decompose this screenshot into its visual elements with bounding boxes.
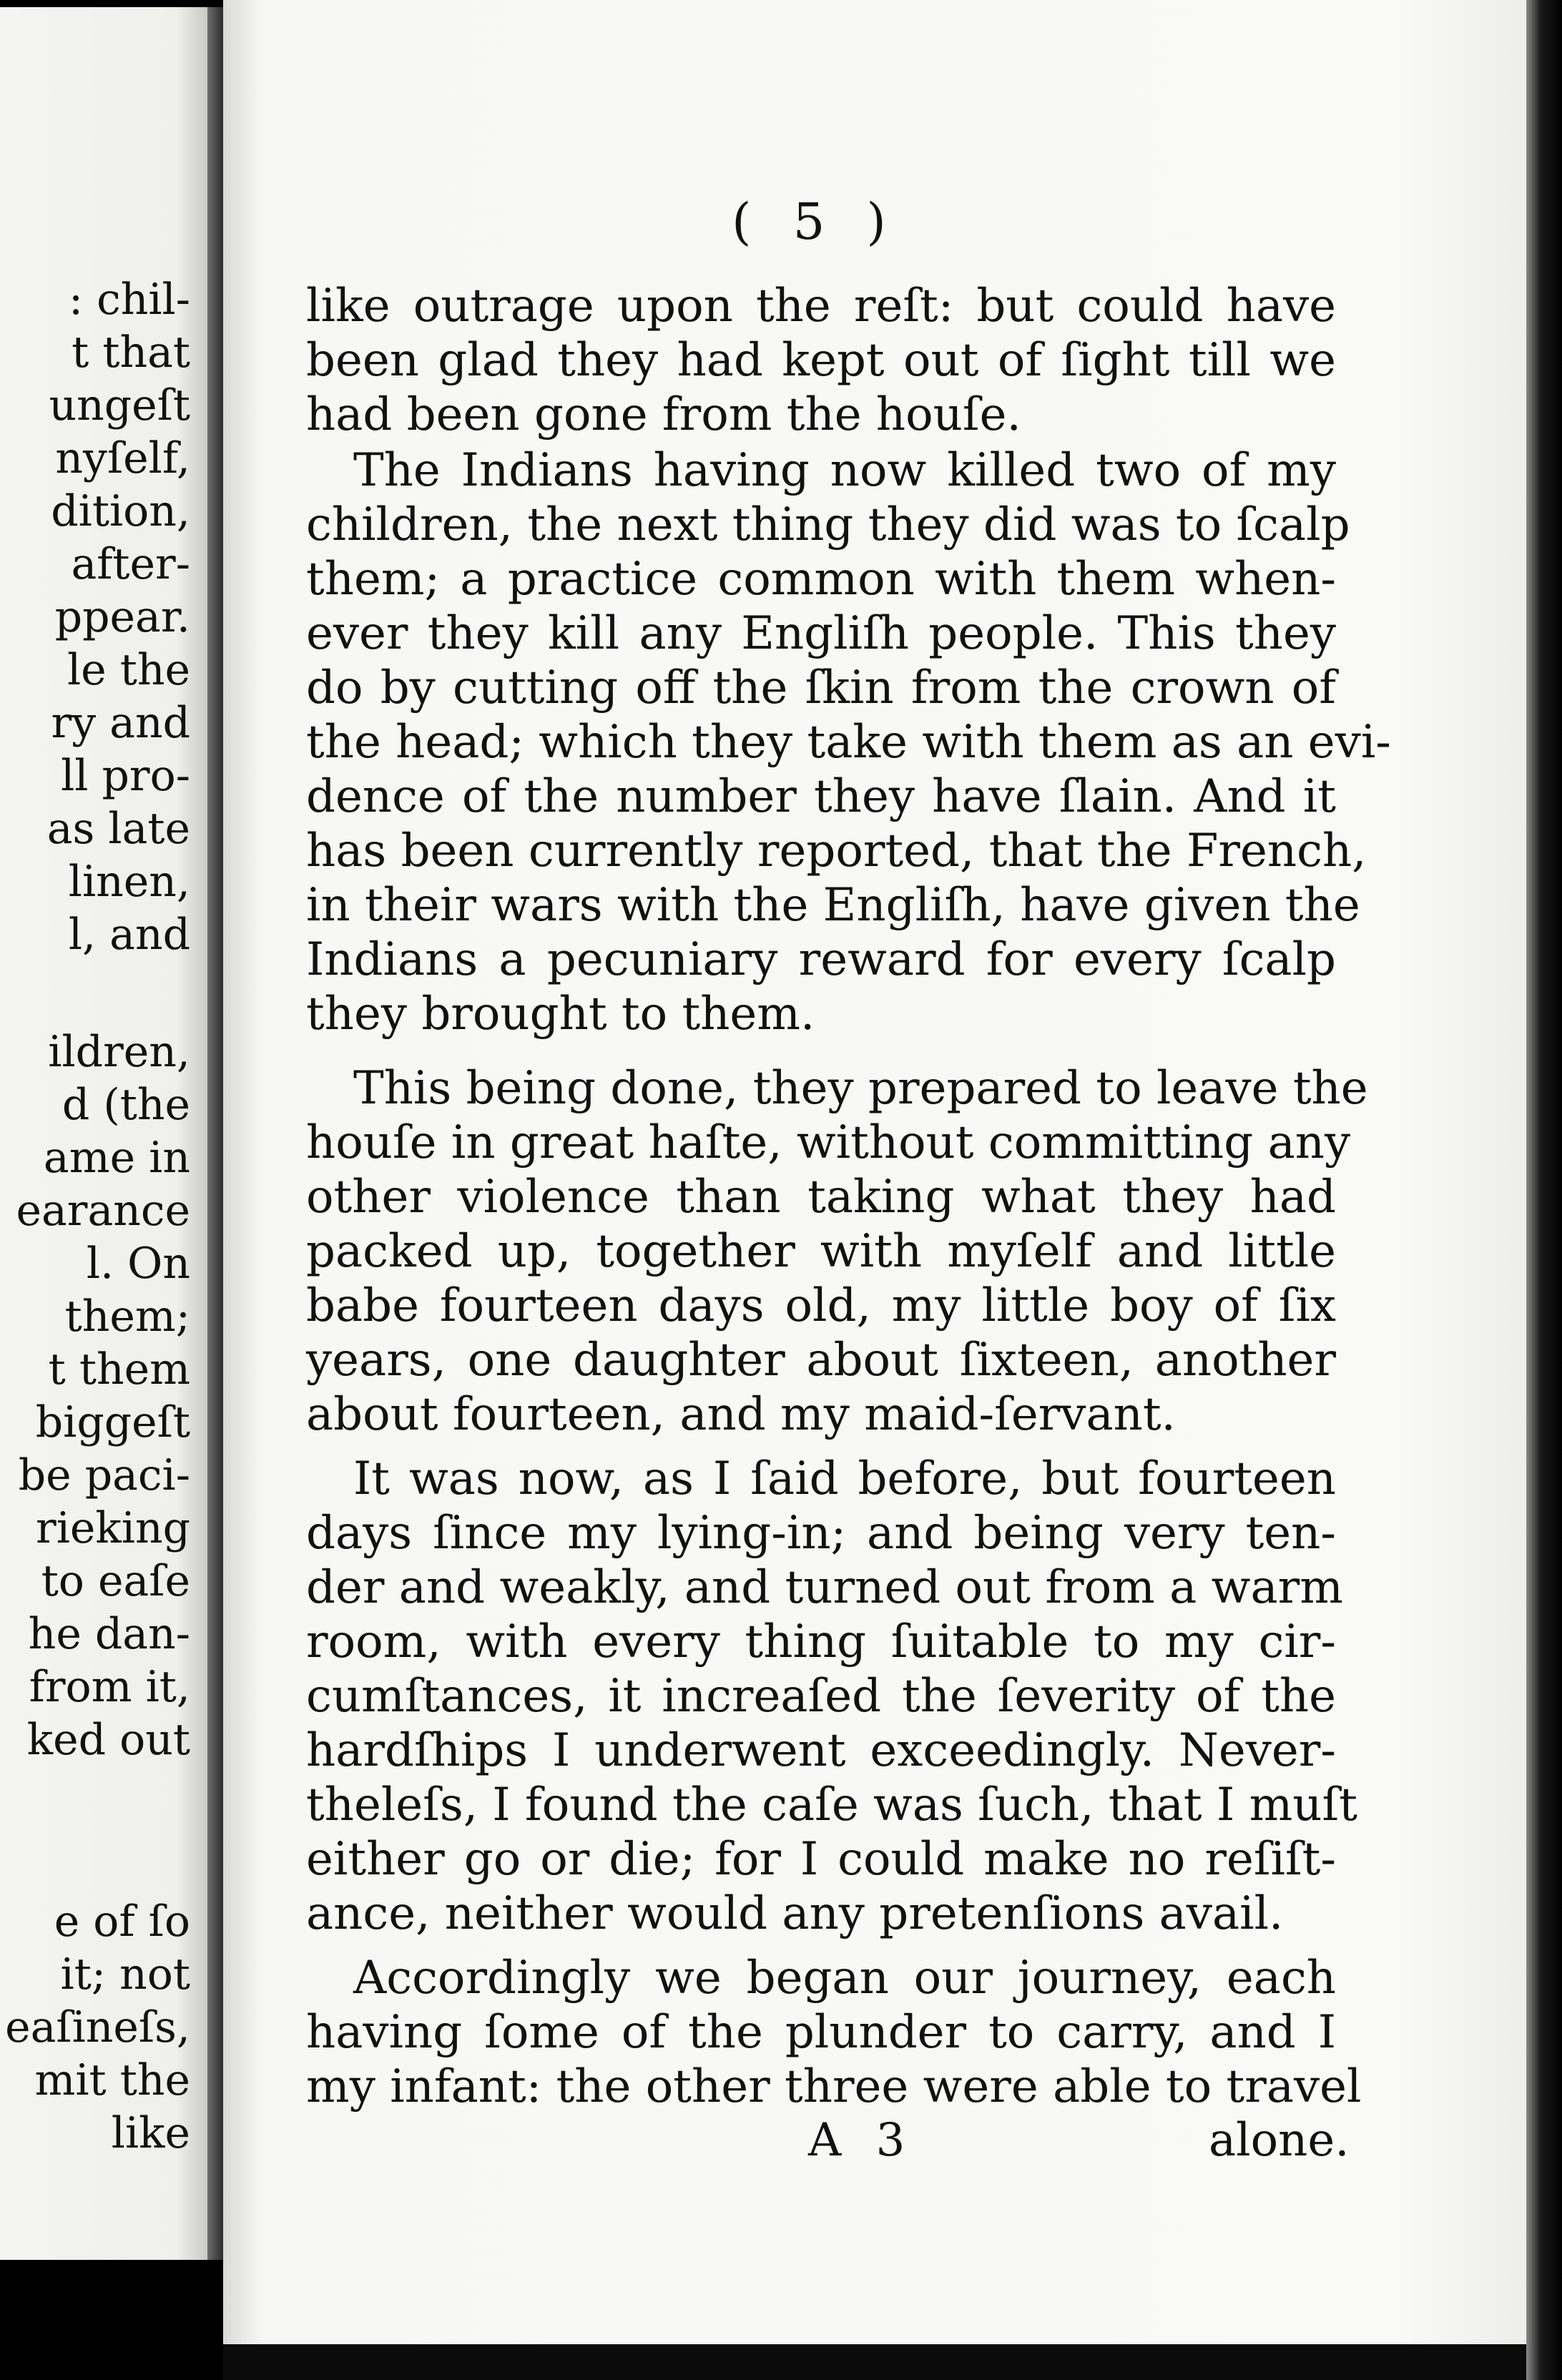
left-line: ppear. xyxy=(54,592,190,642)
text-line: my infant: the other three were able to travel xyxy=(306,2060,1362,2113)
text-line: has been currently reported, that the French, xyxy=(306,825,1367,877)
text-line: in their wars with the Engliſh, have given the xyxy=(306,879,1360,932)
text-line: they brought to them. xyxy=(306,988,815,1041)
text-line: houſe in great haſte, without committing any xyxy=(306,1116,1351,1169)
text-line: packed up, together with myſelf and little xyxy=(306,1225,1336,1278)
paragraph-first-line: Accordingly we began our journey, each xyxy=(353,1952,1336,2005)
left-line: he dan- xyxy=(28,1609,190,1659)
catchword: alone. xyxy=(1209,2114,1350,2167)
left-line: eaſineſs, xyxy=(5,2002,190,2052)
text-line: hardſhips I underwent exceedingly. Never- xyxy=(306,1724,1336,1777)
left-line: le the xyxy=(67,645,190,695)
bottom-shadow xyxy=(223,2344,1526,2380)
left-line: t that xyxy=(72,328,190,378)
left-line: them; xyxy=(64,1292,190,1342)
left-line: ry and xyxy=(51,698,190,748)
left-line: it; not xyxy=(60,1949,190,2000)
left-line: e of ſo xyxy=(54,1897,190,1947)
left-line: ame in xyxy=(43,1133,190,1183)
text-line: days ſince my lying-in; and being very ten- xyxy=(306,1507,1336,1560)
left-line: ked out xyxy=(26,1715,190,1765)
text-line: children, the next thing they did was to ſcalp xyxy=(306,498,1350,551)
left-line: : chil- xyxy=(68,275,190,325)
left-line: ungeſt xyxy=(49,380,190,431)
left-line: from it, xyxy=(29,1662,190,1712)
text-line: cumſtances, it increaſed the ſeverity of the xyxy=(306,1670,1336,1723)
text-line: dence of the number they have ſlain. And it xyxy=(306,770,1336,823)
left-line: nyſelf, xyxy=(55,433,190,483)
text-line: had been gone from the houſe. xyxy=(306,388,1021,441)
text-line: der and weakly, and turned out from a warm xyxy=(306,1561,1343,1614)
page-number-header: ( 5 ) xyxy=(732,192,899,251)
left-line: to eaſe xyxy=(41,1556,190,1606)
left-line: as late xyxy=(46,804,190,854)
text-line: about fourteen, and my maid-ſervant. xyxy=(306,1388,1176,1441)
left-line: t them xyxy=(48,1344,190,1395)
left-line: be paci- xyxy=(18,1450,190,1500)
left-line: mit the xyxy=(34,2055,190,2105)
text-line: the head; which they take with them as an evi- xyxy=(306,716,1391,769)
text-line: them; a practice common with them when- xyxy=(306,553,1336,606)
left-line: rieking xyxy=(36,1503,190,1553)
text-line: been glad they had kept out of ſight till we xyxy=(306,334,1336,387)
left-line: dition, xyxy=(51,486,190,536)
text-line: ever they kill any Engliſh people. This they xyxy=(306,607,1336,660)
left-line: ll pro- xyxy=(61,751,190,801)
paragraph-first-line: It was now, as I ſaid before, but fourteen xyxy=(353,1452,1336,1505)
text-line: years, one daughter about ſixteen, another xyxy=(306,1334,1336,1387)
text-line: babe fourteen days old, my little boy of ſix xyxy=(306,1279,1336,1332)
left-line: after- xyxy=(71,539,190,589)
text-line: ance, neither would any pretenſions avail. xyxy=(306,1887,1284,1940)
left-page-fragment xyxy=(0,7,207,2260)
left-line: like xyxy=(111,2108,190,2158)
text-line: theleſs, I found the caſe was ſuch, that I muſt xyxy=(306,1779,1357,1831)
left-line: ildren, xyxy=(48,1027,190,1077)
text-line: other violence than taking what they had xyxy=(306,1171,1336,1224)
text-line: having ſome of the plunder to carry, and I xyxy=(306,2006,1336,2059)
book-gutter xyxy=(207,7,223,2260)
paragraph-first-line: This being done, they prepared to leave the xyxy=(353,1062,1368,1115)
text-line: Indians a pecuniary reward for every ſcalp xyxy=(306,933,1336,986)
text-line: room, with every thing ſuitable to my cir- xyxy=(306,1616,1336,1668)
left-line: biggeſt xyxy=(35,1397,190,1447)
left-line: l. On xyxy=(86,1239,190,1289)
left-line: linen, xyxy=(68,857,190,907)
left-line: l, and xyxy=(68,910,190,960)
text-line: like outrage upon the reſt: but could have xyxy=(306,280,1336,333)
paragraph-first-line: The Indians having now killed two of my xyxy=(353,444,1336,497)
left-line: d (the xyxy=(62,1080,190,1130)
text-line: either go or die; for I could make no reſiſt- xyxy=(306,1833,1336,1886)
signature-mark: A 3 xyxy=(808,2114,915,2167)
text-line: do by cutting off the ſkin from the crown of xyxy=(306,662,1336,714)
page-edge-shadow xyxy=(1526,0,1562,2380)
left-line: earance xyxy=(16,1186,190,1236)
